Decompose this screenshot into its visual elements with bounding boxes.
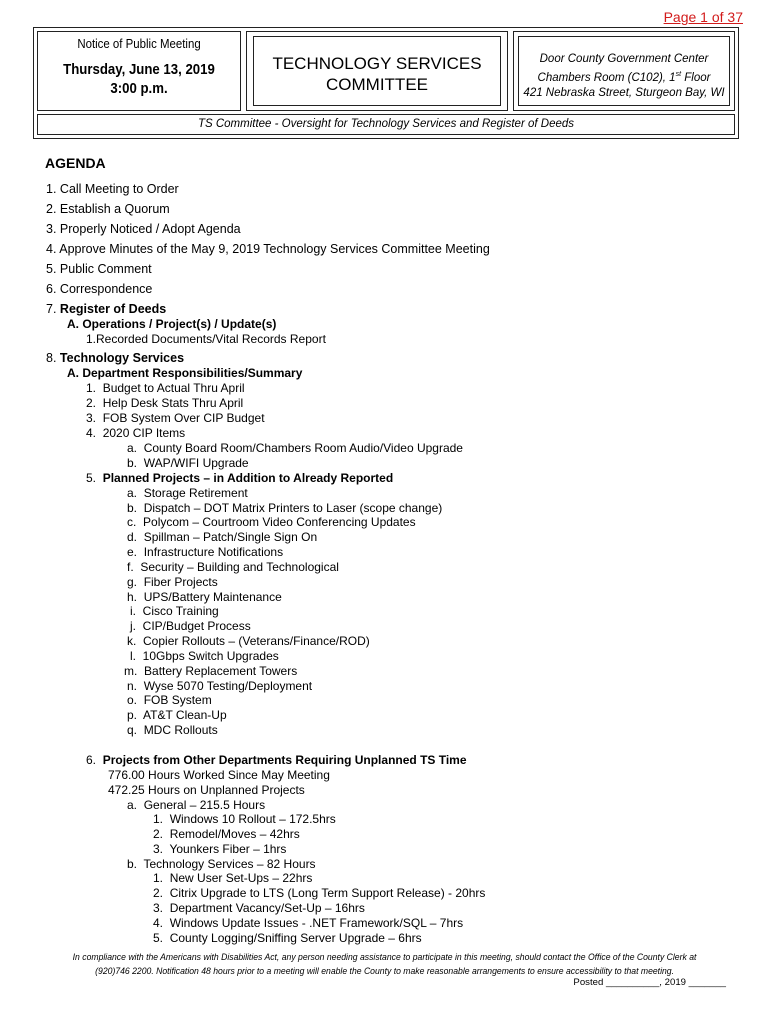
- planned-project: f. Security – Building and Technological: [127, 560, 339, 574]
- list-item: 2. Remodel/Moves – 42hrs: [153, 827, 300, 841]
- committee-name: [254, 53, 500, 95]
- agenda-item-4: 4. Approve Minutes of the May 9, 2019 Technology Services Committee Meeting: [46, 242, 490, 256]
- page-number: Page 1 of 37: [663, 9, 743, 25]
- meeting-datetime: [50, 60, 228, 98]
- notice-label: Notice of Public Meeting: [77, 36, 201, 51]
- planned-project: b. Dispatch – DOT Matrix Printers to Laser (scope change): [127, 501, 443, 515]
- planned-project: a. Storage Retirement: [127, 486, 248, 500]
- ada-notice-line-2: (920)746 2200. Notification 48 hours prior to a meeting will enable the County to make reasonable arrangements to ensure accessibility to that meeting.: [95, 966, 675, 977]
- planned-project: m. Battery Replacement Towers: [124, 664, 298, 678]
- hours-worked: 776.00 Hours Worked Since May Meeting: [108, 768, 330, 782]
- list-item: 5. Planned Projects – in Addition to Already Reported: [86, 471, 394, 485]
- list-item: 4. 2020 CIP Items: [86, 426, 186, 440]
- list-item: 3. Younkers Fiber – 1hrs: [153, 842, 287, 856]
- agenda-item-1: 1. Call Meeting to Order: [46, 182, 179, 196]
- location-box: [513, 31, 735, 111]
- list-item: 3. FOB System Over CIP Budget: [86, 411, 265, 425]
- list-item: 5. County Logging/Sniffing Server Upgrade – 6hrs: [153, 931, 422, 945]
- list-item: 2. Help Desk Stats Thru April: [86, 396, 244, 410]
- planned-project: o. FOB System: [127, 693, 212, 707]
- planned-project: c. Polycom – Courtroom Video Conferencing Updates: [127, 515, 416, 529]
- list-item: b. Technology Services – 82 Hours: [127, 857, 316, 871]
- planned-project: k. Copier Rollouts – (Veterans/Finance/ROD): [127, 634, 370, 648]
- list-item: a. County Board Room/Chambers Room Audio/Video Upgrade: [127, 441, 463, 455]
- planned-project: n. Wyse 5070 Testing/Deployment: [127, 679, 313, 693]
- posted-date: Posted __________, 2019 _______: [573, 977, 726, 988]
- location-inner-frame: [518, 36, 730, 106]
- planned-project: l. 10Gbps Switch Upgrades: [130, 649, 279, 663]
- list-item: 6. Projects from Other Departments Requiring Unplanned TS Time: [86, 753, 467, 767]
- agenda-item-5: 5. Public Comment: [46, 262, 152, 276]
- location-line-1: Door County Government Center: [539, 53, 709, 65]
- list-item: 1. New User Set-Ups – 22hrs: [153, 871, 313, 885]
- committee-box: [246, 31, 508, 111]
- committee-purpose: TS Committee - Oversight for Technology Services and Register of Deeds: [197, 118, 575, 130]
- planned-project: g. Fiber Projects: [127, 575, 218, 589]
- meeting-date: Thursday, June 13, 2019: [63, 61, 215, 78]
- list-item: 1. Windows 10 Rollout – 172.5hrs: [153, 812, 336, 826]
- agenda-item-8: 8. Technology Services: [46, 351, 185, 365]
- planned-project: e. Infrastructure Notifications: [127, 545, 284, 559]
- location-line-2: Chambers Room (C102), 1st Floor: [537, 71, 711, 84]
- location-line-3: 421 Nebraska Street, Sturgeon Bay, WI: [523, 86, 725, 99]
- ada-notice-line-1: In compliance with the Americans with Disabilities Act, any person needing assistance to participate in this meeting, should contact the Office of the County Clerk at: [73, 952, 697, 963]
- list-item: 4. Windows Update Issues - .NET Framework/SQL – 7hrs: [153, 916, 464, 930]
- meeting-time: 3:00 p.m.: [110, 80, 168, 97]
- list-item: 2. Citrix Upgrade to LTS (Long Term Support Release) - 20hrs: [153, 886, 486, 900]
- planned-project: d. Spillman – Patch/Single Sign On: [127, 530, 318, 544]
- planned-project: j. CIP/Budget Process: [130, 619, 251, 633]
- hours-unplanned: 472.25 Hours on Unplanned Projects: [108, 783, 305, 797]
- planned-project: i. Cisco Training: [130, 604, 219, 618]
- agenda-item-8a: A. Department Responsibilities/Summary: [67, 366, 303, 380]
- list-item: a. General – 215.5 Hours: [127, 798, 266, 812]
- planned-project: h. UPS/Battery Maintenance: [127, 590, 282, 604]
- agenda-item-6: 6. Correspondence: [46, 282, 153, 296]
- agenda-item-7a1: 1.Recorded Documents/Vital Records Report: [86, 332, 326, 346]
- committee-line-2: COMMITTEE: [326, 75, 428, 94]
- meeting-date-box: [37, 31, 241, 111]
- list-item: b. WAP/WIFI Upgrade: [127, 456, 249, 470]
- list-item: 3. Department Vacancy/Set-Up – 16hrs: [153, 901, 365, 915]
- agenda-title: AGENDA: [45, 155, 106, 171]
- agenda-item-3: 3. Properly Noticed / Adopt Agenda: [46, 222, 241, 236]
- agenda-item-2: 2. Establish a Quorum: [46, 202, 170, 216]
- list-item: 1. Budget to Actual Thru April: [86, 381, 245, 395]
- committee-line-1: TECHNOLOGY SERVICES: [272, 54, 482, 73]
- committee-inner-frame: [253, 36, 501, 106]
- location-text: [519, 52, 729, 101]
- agenda-item-7: 7. Register of Deeds: [46, 302, 167, 316]
- planned-project: q. MDC Rollouts: [127, 723, 218, 737]
- purpose-box: [37, 114, 735, 135]
- agenda-item-7a: A. Operations / Project(s) / Update(s): [67, 317, 277, 331]
- planned-project: p. AT&T Clean-Up: [127, 708, 227, 722]
